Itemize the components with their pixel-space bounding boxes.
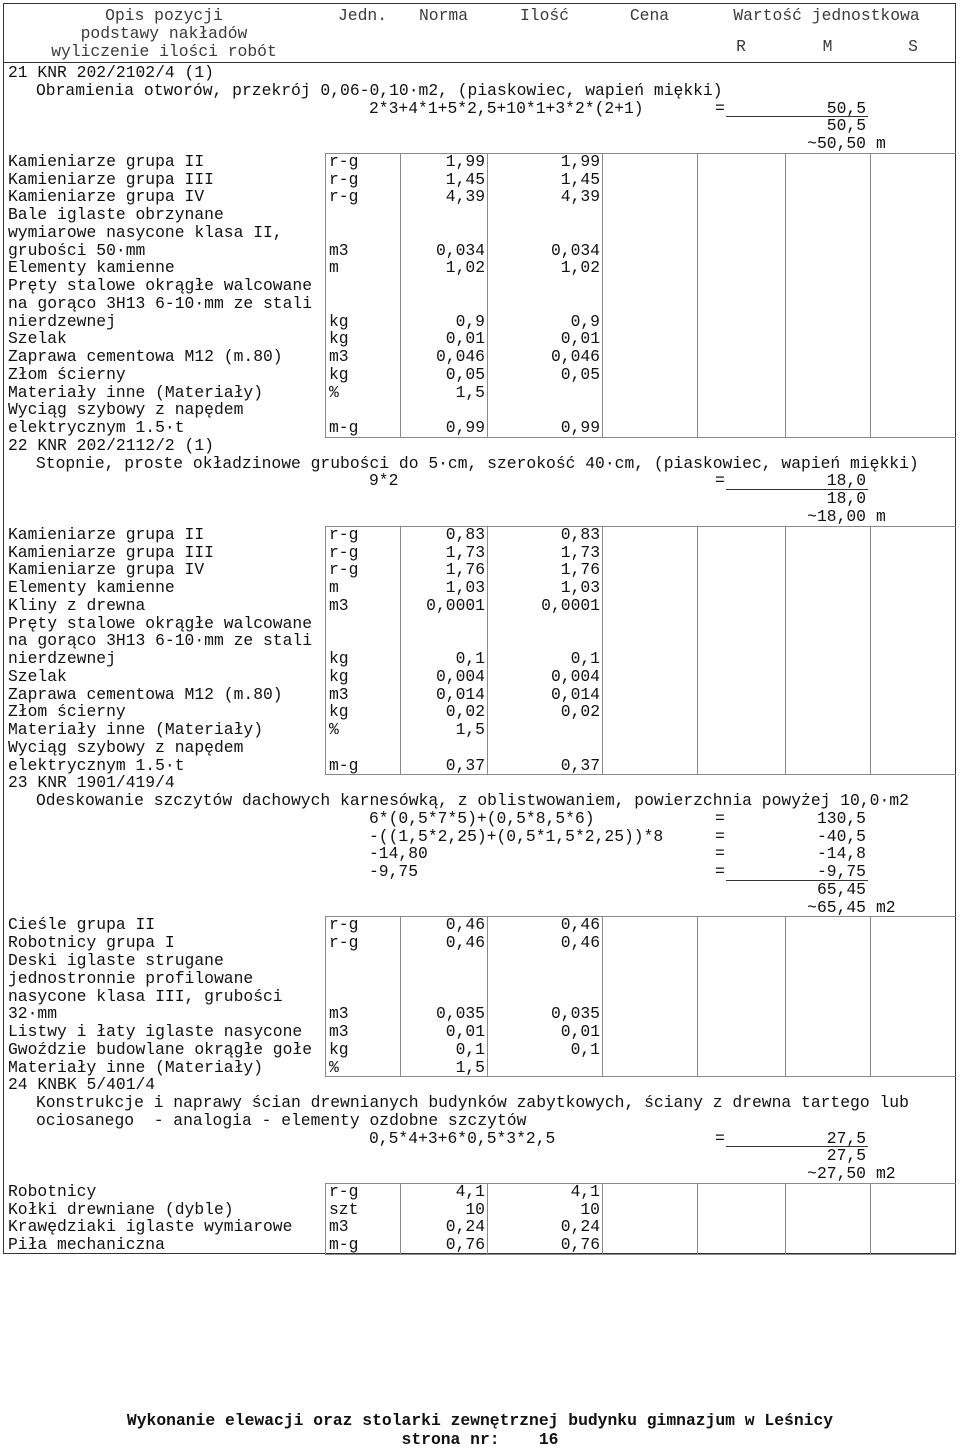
grid-column-line: [487, 526, 488, 775]
resource-norma: 0,0001: [426, 595, 485, 615]
calc-equals: =: [715, 808, 725, 828]
resource-row: [0, 188, 960, 206]
resource-unit: r-g: [329, 151, 359, 171]
resource-name: Elementy kamienne: [8, 578, 175, 598]
quantity-calc-line: [0, 810, 960, 828]
resource-unit: kg: [329, 1039, 349, 1059]
grid-row-line: [325, 526, 956, 527]
header-jedn: Jedn.: [337, 6, 388, 25]
resource-name: Złom ścierny: [8, 702, 126, 722]
calc-expression: 2*3+4*1+5*2,5+10*1+3*2*(2+1): [369, 98, 644, 118]
position-description: [0, 82, 960, 100]
quantity-sum: [0, 490, 960, 508]
resource-unit: kg: [329, 311, 349, 331]
resource-quantity: 0,01: [560, 1022, 600, 1042]
resource-name: Robotnicy: [8, 1181, 97, 1201]
resource-row: [0, 561, 960, 579]
resource-name: Piła mechaniczna: [8, 1235, 165, 1255]
resource-row: [0, 171, 960, 189]
resource-name: na gorąco 3H13 6-10·mm ze stali: [8, 631, 313, 651]
resource-unit: m3: [329, 1004, 349, 1024]
grid-row-line: [325, 437, 956, 438]
resource-unit: kg: [329, 666, 349, 686]
grid-column-line: [785, 526, 786, 775]
resource-norma: 4,1: [455, 1181, 485, 1201]
header-opis-line-2: podstawy nakładów: [80, 24, 248, 43]
resource-row: [0, 757, 960, 775]
resource-quantity: 0,83: [560, 524, 600, 544]
resource-norma: 0,83: [445, 524, 485, 544]
sum-value: 65,45: [816, 879, 866, 899]
resource-norma: 0,46: [445, 933, 485, 953]
resource-norma: 0,46: [445, 915, 485, 935]
calc-value: -40,5: [816, 826, 866, 846]
resource-row: [0, 721, 960, 739]
resource-name: Wyciąg szybowy z napędem: [8, 400, 244, 420]
calc-equals: =: [715, 826, 725, 846]
resource-quantity: 0,05: [560, 364, 600, 384]
resource-quantity: 1,73: [560, 542, 600, 562]
resource-name: Kliny z drewna: [8, 595, 146, 615]
position-description-text: Stopnie, proste okładzinowe grubości do 5·cm, szerokość 40·cm, (piaskowiec, wapień miękki): [36, 453, 919, 473]
resource-quantity: 0,034: [550, 240, 600, 260]
calc-expression: -14,80: [369, 844, 428, 864]
resource-row: [0, 153, 960, 171]
resource-norma: 0,05: [445, 364, 485, 384]
grid-column-line: [602, 1183, 603, 1254]
resource-norma: 0,76: [445, 1235, 485, 1255]
resource-norma: 0,035: [435, 1004, 485, 1024]
resource-quantity: 0,9: [570, 311, 600, 331]
resource-row: [0, 259, 960, 277]
resource-name: Materiały inne (Materiały): [8, 720, 264, 740]
resource-row: [0, 401, 960, 419]
resource-name: Gwoździe budowlane okrągłe gołe: [8, 1039, 313, 1059]
resource-unit: kg: [329, 649, 349, 669]
resource-row: [0, 419, 960, 437]
grid-column-line: [785, 1183, 786, 1254]
resource-unit: m-g: [329, 418, 359, 438]
header-opis-line-3: wyliczenie ilości robót: [51, 42, 277, 61]
calc-value: -14,8: [816, 844, 866, 864]
resource-quantity: 10: [580, 1199, 600, 1219]
calc-expression: -((1,5*2,25)+(0,5*1,5*2,25))*8: [369, 826, 664, 846]
resource-row: [0, 632, 960, 650]
position-description-text: Odeskowanie szczytów dachowych karnesówką, z oblistwowaniem, powierzchnia powyżej 10,0·m2: [36, 791, 909, 811]
resource-unit: m-g: [329, 1235, 359, 1255]
resource-unit: m3: [329, 1022, 349, 1042]
resource-unit: r-g: [329, 915, 359, 935]
header-ilosc: Ilość: [519, 6, 570, 25]
resource-row: [0, 988, 960, 1006]
resource-norma: 0,01: [445, 329, 485, 349]
quantity-calc-line: [0, 863, 960, 881]
resource-row: [0, 703, 960, 721]
position-code: 23 KNR 1901/419/4: [8, 773, 175, 793]
resource-name: Deski iglaste strugane: [8, 951, 224, 970]
resource-norma: 0,034: [435, 240, 485, 260]
resource-name: Wyciąg szybowy z napędem: [8, 737, 244, 757]
grid-column-line: [785, 153, 786, 437]
footer-page-label: strona nr:: [401, 1430, 500, 1449]
resource-quantity: 1,45: [560, 169, 600, 189]
total-unit: m: [876, 507, 886, 526]
resource-row: [0, 1236, 960, 1254]
resource-unit: m3: [329, 347, 349, 367]
position-description-text: Obramienia otworów, przekrój 0,06-0,10·m2, (piaskowiec, wapień miękki): [36, 80, 723, 100]
footer-page-gap: [500, 1430, 539, 1449]
resource-row: [0, 366, 960, 384]
resource-norma: 0,1: [455, 1039, 485, 1059]
resource-row: [0, 1023, 960, 1041]
resource-row: [0, 952, 960, 970]
resource-quantity: 4,39: [560, 187, 600, 207]
resource-norma: 0,24: [445, 1217, 485, 1237]
total-value: ~50,50: [807, 134, 866, 154]
resource-unit: r-g: [329, 542, 359, 562]
resource-name: Pręty stalowe okrągłe walcowane: [8, 276, 313, 296]
resource-unit: m-g: [329, 755, 359, 775]
resource-name: Cieśle grupa II: [8, 915, 156, 935]
position-code: 21 KNR 202/2102/4 (1): [8, 63, 214, 82]
resource-row: [0, 384, 960, 402]
sum-value: 50,5: [826, 116, 866, 136]
resource-name: Szelak: [8, 666, 67, 686]
position-description-text: Konstrukcje i naprawy ścian drewnianych budynków zabytkowych, ściany z drewna tartego lub: [36, 1093, 909, 1113]
calc-value: -9,75: [816, 862, 866, 882]
resource-quantity: 0,46: [560, 915, 600, 935]
grid-column-line: [325, 1183, 326, 1254]
grid-row-line: [325, 1183, 956, 1184]
calc-equals: =: [715, 98, 725, 118]
resource-unit: r-g: [329, 1181, 359, 1201]
header-r: R: [736, 37, 746, 56]
calc-value: 130,5: [816, 808, 866, 828]
header-norma: Norma: [418, 6, 469, 25]
resource-name: Bale iglaste obrzynane: [8, 205, 224, 225]
resource-unit: r-g: [329, 560, 359, 580]
total-unit: m: [876, 134, 886, 154]
quantity-calc-line: [0, 828, 960, 846]
resource-row: [0, 597, 960, 615]
grid-column-line: [400, 153, 401, 437]
footer-page-number: 16: [538, 1430, 559, 1449]
resource-quantity: 0,37: [560, 755, 600, 775]
calc-expression: 6*(0,5*7*5)+(0,5*8,5*6): [369, 808, 595, 828]
resource-norma: 1,02: [445, 258, 485, 278]
resource-name: Elementy kamienne: [8, 258, 175, 278]
resource-norma: 1,5: [455, 720, 485, 740]
total-unit: m2: [876, 897, 896, 917]
resource-unit: r-g: [329, 169, 359, 189]
grid-row-line: [325, 916, 956, 917]
resource-quantity: 0,004: [550, 666, 600, 686]
resource-norma: 0,004: [435, 666, 485, 686]
resource-name: Kamieniarze grupa III: [8, 169, 214, 189]
resource-unit: %: [329, 720, 339, 740]
resource-unit: r-g: [329, 524, 359, 544]
total-value: ~27,50: [807, 1164, 866, 1184]
calc-value: 27,5: [826, 1128, 866, 1148]
resource-row: [0, 739, 960, 757]
resource-row: [0, 544, 960, 562]
grid-row-line: [325, 774, 956, 775]
resource-quantity: 0,046: [550, 347, 600, 367]
resource-norma: 0,9: [455, 311, 485, 331]
resource-quantity: 0,0001: [541, 595, 600, 615]
total-value: ~18,00: [807, 507, 866, 526]
resource-quantity: 0,035: [550, 1004, 600, 1024]
footer-title: Wykonanie elewacji oraz stolarki zewnętrznej budynku gimnazjum w Leśnicy: [126, 1411, 834, 1430]
resource-row: [0, 686, 960, 704]
resource-quantity: 1,99: [560, 151, 600, 171]
resource-row: [0, 313, 960, 331]
resource-name: nierdzewnej: [8, 311, 116, 331]
footer-page: [0, 1431, 960, 1449]
grid-row-line: [325, 1254, 956, 1255]
resource-norma: 1,03: [445, 578, 485, 598]
resource-name: Materiały inne (Materiały): [8, 1057, 264, 1077]
resource-row: [0, 295, 960, 313]
resource-name: Kamieniarze grupa II: [8, 151, 205, 171]
grid-column-line: [325, 526, 326, 775]
resource-name: Materiały inne (Materiały): [8, 382, 264, 402]
resource-name: Listwy i łaty iglaste nasycone: [8, 1022, 303, 1042]
resource-name: Kamieniarze grupa II: [8, 524, 205, 544]
resource-name: elektrycznym 1.5·t: [8, 755, 185, 775]
quantity-sum: [0, 117, 960, 135]
resource-unit: m3: [329, 684, 349, 704]
resource-name: Kamieniarze grupa III: [8, 542, 214, 562]
resource-row: [0, 348, 960, 366]
calc-equals: =: [715, 471, 725, 491]
grid-column-line: [697, 526, 698, 775]
header-wartosc: Wartość jednostkowa: [733, 6, 920, 25]
grid-column-line: [785, 916, 786, 1076]
resource-row: [0, 1041, 960, 1059]
resource-name: 32·mm: [8, 1004, 58, 1024]
resource-unit: kg: [329, 702, 349, 722]
resource-row: [0, 1201, 960, 1219]
resource-norma: 0,1: [455, 649, 485, 669]
resource-norma: 0,046: [435, 347, 485, 367]
grid-column-line: [697, 153, 698, 437]
resource-norma: 0,99: [445, 418, 485, 438]
resource-row: [0, 206, 960, 224]
header-m: M: [822, 37, 833, 56]
grid-column-line: [325, 916, 326, 1076]
resource-name: Krawędziaki iglaste wymiarowe: [8, 1217, 293, 1237]
resource-unit: r-g: [329, 933, 359, 953]
resource-norma: 1,99: [445, 151, 485, 171]
position-description: [0, 455, 960, 473]
resource-quantity: 0,46: [560, 933, 600, 953]
resource-norma: 10: [465, 1199, 485, 1219]
resource-quantity: 0,014: [550, 684, 600, 704]
calc-equals: =: [715, 1128, 725, 1148]
resource-norma: 1,5: [455, 1057, 485, 1077]
resource-row: [0, 242, 960, 260]
resource-unit: szt: [329, 1199, 359, 1219]
resource-name: Kołki drewniane (dyble): [8, 1199, 234, 1219]
calc-equals: =: [715, 844, 725, 864]
resource-norma: 1,76: [445, 560, 485, 580]
header-cena: Cena: [629, 6, 670, 25]
resource-unit: kg: [329, 329, 349, 349]
resource-row: [0, 1059, 960, 1077]
grid-column-line: [400, 526, 401, 775]
resource-row: [0, 224, 960, 242]
resource-unit: m3: [329, 595, 349, 615]
header-opis-line-1: Opis pozycji: [105, 6, 223, 25]
resource-row: [0, 277, 960, 295]
resource-norma: 0,37: [445, 755, 485, 775]
quantity-calc-line: [0, 1130, 960, 1148]
calc-expression: 9*2: [369, 471, 399, 491]
grid-column-line: [870, 153, 871, 437]
position-header: [0, 437, 960, 455]
position-header: [0, 1076, 960, 1094]
resource-quantity: 0,1: [570, 649, 600, 669]
resource-name: nierdzewnej: [8, 649, 116, 669]
resource-unit: %: [329, 1057, 339, 1077]
total-value: ~65,45: [807, 897, 866, 917]
resource-norma: 0,02: [445, 702, 485, 722]
resource-name: Pręty stalowe okrągłe walcowane: [8, 613, 313, 633]
grid-column-line: [602, 153, 603, 437]
resource-row: [0, 934, 960, 952]
grid-column-line: [697, 916, 698, 1076]
total-unit: m2: [876, 1164, 896, 1184]
resource-name: Złom ścierny: [8, 364, 126, 384]
grid-column-line: [487, 1183, 488, 1254]
resource-unit: m: [329, 578, 339, 598]
calc-value: 50,5: [826, 98, 866, 118]
position-header: [0, 64, 960, 82]
resource-name: Kamieniarze grupa IV: [8, 560, 205, 580]
resource-name: wymiarowe nasycone klasa II,: [8, 222, 283, 242]
calc-expression: -9,75: [369, 862, 419, 882]
resource-quantity: 0,76: [560, 1235, 600, 1255]
resource-quantity: 0,99: [560, 418, 600, 438]
resource-name: elektrycznym 1.5·t: [8, 418, 185, 438]
resource-norma: 0,014: [435, 684, 485, 704]
calc-equals: =: [715, 862, 725, 882]
resource-unit: m: [329, 258, 339, 278]
header-s: S: [908, 37, 918, 56]
resource-row: [0, 970, 960, 988]
sum-value: 18,0: [826, 489, 866, 509]
resource-unit: m3: [329, 1217, 349, 1237]
resource-row: [0, 526, 960, 544]
calc-expression: 0,5*4+3+6*0,5*3*2,5: [369, 1128, 556, 1148]
resource-name: Szelak: [8, 329, 67, 349]
grid-column-line: [870, 526, 871, 775]
quantity-total: [0, 508, 960, 526]
resource-name: na gorąco 3H13 6-10·mm ze stali: [8, 293, 313, 313]
grid-row-line: [325, 1076, 956, 1077]
position-description: [0, 1094, 960, 1112]
resource-norma: 1,5: [455, 382, 485, 402]
resource-quantity: 1,03: [560, 578, 600, 598]
resource-name: Zaprawa cementowa M12 (m.80): [8, 684, 283, 704]
position-code: 24 KNBK 5/401/4: [8, 1075, 156, 1095]
resource-name: grubości 50·mm: [8, 240, 146, 260]
resource-quantity: 1,76: [560, 560, 600, 580]
resource-quantity: 0,24: [560, 1217, 600, 1237]
quantity-calc-line: [0, 472, 960, 490]
resource-name: Zaprawa cementowa M12 (m.80): [8, 347, 283, 367]
quantity-total: [0, 899, 960, 917]
quantity-calc-line: [0, 845, 960, 863]
position-description-text: ociosanego - analogia - elementy ozdobne szczytów: [36, 1110, 527, 1130]
grid-column-line: [400, 1183, 401, 1254]
quantity-sum: [0, 1147, 960, 1165]
resource-quantity: 0,1: [570, 1039, 600, 1059]
resource-row: [0, 579, 960, 597]
quantity-total: [0, 135, 960, 153]
position-code: 22 KNR 202/2112/2 (1): [8, 435, 214, 455]
resource-unit: r-g: [329, 187, 359, 207]
sum-value: 27,5: [826, 1146, 866, 1166]
grid-column-line: [400, 916, 401, 1076]
resource-unit: %: [329, 382, 339, 402]
resource-name: Robotnicy grupa I: [8, 933, 175, 953]
resource-quantity: 4,1: [570, 1181, 600, 1201]
resource-norma: 1,45: [445, 169, 485, 189]
grid-column-line: [487, 153, 488, 437]
resource-name: jednostronnie profilowane: [8, 968, 254, 988]
resource-quantity: 1,02: [560, 258, 600, 278]
grid-column-line: [697, 1183, 698, 1254]
resource-norma: 1,73: [445, 542, 485, 562]
grid-row-line: [325, 153, 956, 154]
grid-column-line: [870, 1183, 871, 1254]
resource-row: [0, 615, 960, 633]
resource-quantity: 0,01: [560, 329, 600, 349]
resource-row: [0, 668, 960, 686]
resource-name: nasycone klasa III, grubości: [8, 986, 283, 1006]
resource-row: [0, 650, 960, 668]
calc-value: 18,0: [826, 471, 866, 491]
position-description: [0, 792, 960, 810]
position-header: [0, 774, 960, 792]
resource-norma: 4,39: [445, 187, 485, 207]
resource-row: [0, 1183, 960, 1201]
quantity-total: [0, 1165, 960, 1183]
resource-row: [0, 1005, 960, 1023]
resource-quantity: 0,02: [560, 702, 600, 722]
grid-column-line: [325, 153, 326, 437]
grid-column-line: [870, 916, 871, 1076]
resource-unit: m3: [329, 240, 349, 260]
grid-column-line: [602, 916, 603, 1076]
resource-row: [0, 916, 960, 934]
grid-column-line: [487, 916, 488, 1076]
resource-name: Kamieniarze grupa IV: [8, 187, 205, 207]
grid-column-line: [602, 526, 603, 775]
resource-unit: kg: [329, 364, 349, 384]
quantity-sum: [0, 881, 960, 899]
resource-row: [0, 330, 960, 348]
resource-row: [0, 1218, 960, 1236]
resource-norma: 0,01: [445, 1022, 485, 1042]
quantity-calc-line: [0, 100, 960, 118]
position-description: [0, 1112, 960, 1130]
